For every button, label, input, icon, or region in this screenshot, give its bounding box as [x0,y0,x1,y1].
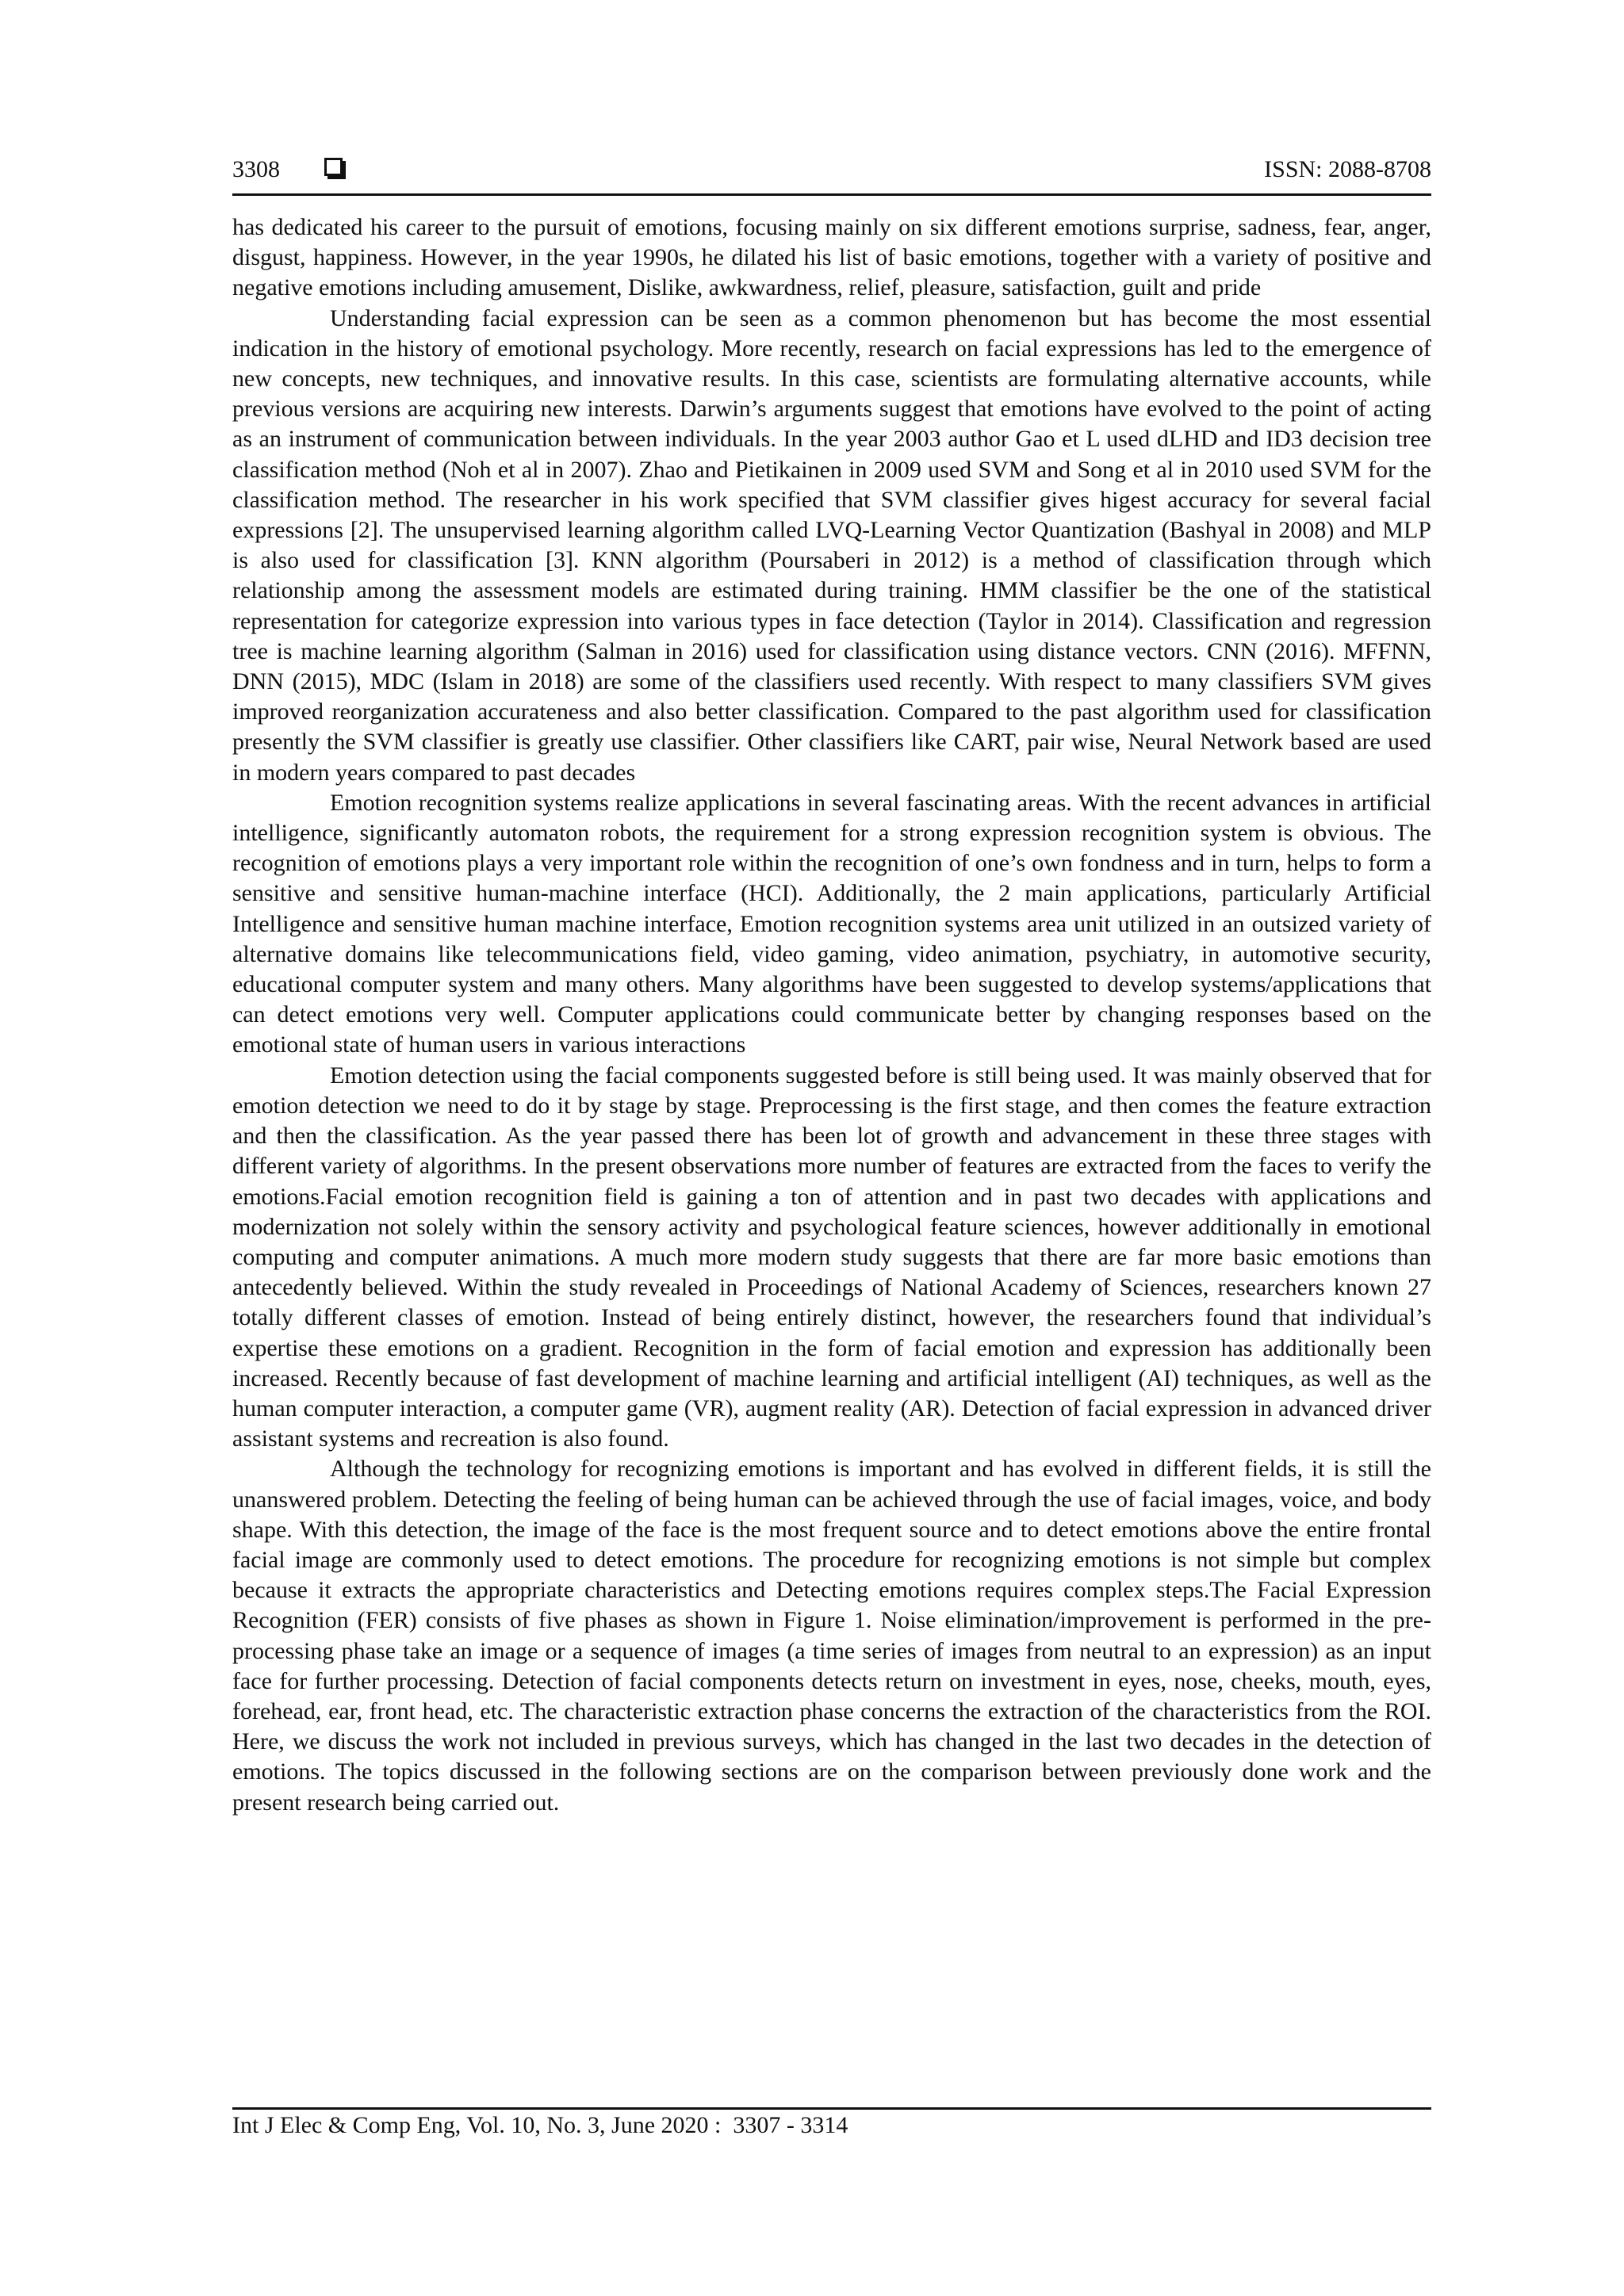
paragraph: Emotion recognition systems realize applications in several fascinating areas. With the recent advances in artificial intelligence, significantly automaton robots, the requirement for a strong expression recognition system is obvious. The recognition of emotions plays a very important role within the recognition of one’s own fondness and in turn, helps to form a sensitive and sensitive human-machine interface (HCI). Additionally, the 2 main applications, particularly Artificial Intelligence and sensitive human machine interface, Emotion recognition systems area unit utilized in an outsized variety of alternative domains like telecommunications field, video gaming, video animation, psychiatry, in automotive security, educational computer system and many others. Many algorithms have been suggested to develop systems/applications that can detect emotions very well. Computer applications could communicate better by changing responses based on the emotional state of human users in various interactions [232,789,1431,1058]
article-body [232,212,1431,1818]
footer-divider [232,2107,1431,2110]
paragraph: Emotion detection using the facial components suggested before is still being used. It was mainly observed that for emotion detection we need to do it by stage by stage. Preprocessing is the first stage, and then comes the feature extraction and then the classification. As the year passed there has been lot of growth and advancement in these three stages with different variety of algorithms. In the present observations more number of features are extracted from the faces to verify the emotions.Facial emotion recognition field is gaining a ton of attention and in past two decades with applications and modernization not solely within the sensory activity and psychological feature sciences, however additionally in emotional computing and computer animations. A much more modern study suggests that there are far more basic emotions than antecedently believed. Within the study revealed in Proceedings of National Academy of Sciences, researchers known 27 totally different classes of emotion. Instead of being entirely distinct, however, the researchers found that individual’s expertise these emotions on a gradient. Recognition in the form of facial emotion and expression has additionally been increased. Recently because of fast development of machine learning and artificial intelligent (AI) techniques, as well as the human computer interaction, a computer game (VR), augment reality (AR). Detection of facial expression in advanced driver assistant systems and recreation is also found. [232,1062,1431,1452]
paragraph-continuation: has dedicated his career to the pursuit of emotions, focusing mainly on six different emotions surprise, sadness, fear, anger, disgust, happiness. However, in the year 1990s, he dilated his list of basic emotions, together with a variety of positive and negative emotions including amusement, Dislike, awkwardness, relief, pleasure, satisfaction, guilt and pride [232,214,1431,301]
page-header [232,155,1431,195]
paragraph: Although the technology for recognizing emotions is important and has evolved in different fields, it is still the unanswered problem. Detecting the feeling of being human can be achieved through the use of facial images, voice, and body shape. With this detection, the image of the face is the most frequent source and to detect emotions above the entire frontal facial image are commonly used to detect emotions. The procedure for recognizing emotions is not simple but complex because it extracts the appropriate characteristics and Detecting emotions requires complex steps.The Facial Expression Recognition (FER) consists of five phases as shown in Figure 1. Noise elimination/improvement is performed in the pre-processing phase take an image or a sequence of images (a time series of images from neutral to an expression) as an input face for further processing. Detection of facial components detects return on investment in eyes, nose, cheeks, mouth, eyes, forehead, ear, front head, etc. The characteristic extraction phase concerns the extraction of the characteristics from the ROI. Here, we discuss the work not included in previous surveys, which has changed in the last two decades in the detection of emotions. The topics discussed in the following sections are on the comparison between previously done work and the present research being carried out. [232,1456,1431,1816]
issn-label: ISSN: 2088-8708 [1264,156,1431,182]
paragraph: Understanding facial expression can be seen as a common phenomenon but has become the most essential indication in the history of emotional psychology. More recently, research on facial expressions has led to the emergence of new concepts, new techniques, and innovative results. In this case, scientists are formulating alternative accounts, while previous versions are acquiring new interests. Darwin’s arguments suggest that emotions have evolved to the point of acting as an instrument of communication between individuals. In the year 2003 author Gao et L used dLHD and ID3 decision tree classification method (Noh et al in 2007). Zhao and Pietikainen in 2009 used SVM and Song et al in 2010 used SVM for the classification method. The researcher in his work specified that SVM classifier gives higest accuracy for several facial expressions [2]. The unsupervised learning algorithm called LVQ-Learning Vector Quantization (Bashyal in 2008) and MLP is also used for classification [3]. KNN algorithm (Poursaberi in 2012) is a method of classification through which relationship among the assessment models are estimated during training. HMM classifier be the one of the statistical representation for categorize expression into various types in face detection (Taylor in 2014). Classification and regression tree is machine learning algorithm (Salman in 2016) used for classification using distance vectors. CNN (2016). MFFNN, DNN (2015), MDC (Islam in 2018) are some of the classifiers used recently. With respect to many classifiers SVM gives improved reorganization accurateness and also better classification. Compared to the past algorithm used for classification presently the SVM classifier is greatly use classifier. Other classifiers like CART, pair wise, Neural Network based are used in modern years compared to past decades [232,304,1431,786]
page-number: 3308 [232,156,280,182]
header-divider [232,193,1431,196]
footer-citation: Int J Elec & Comp Eng, Vol. 10, No. 3, June 2020 : 3307 - 3314 [232,2112,848,2138]
square-box-icon [324,158,343,176]
